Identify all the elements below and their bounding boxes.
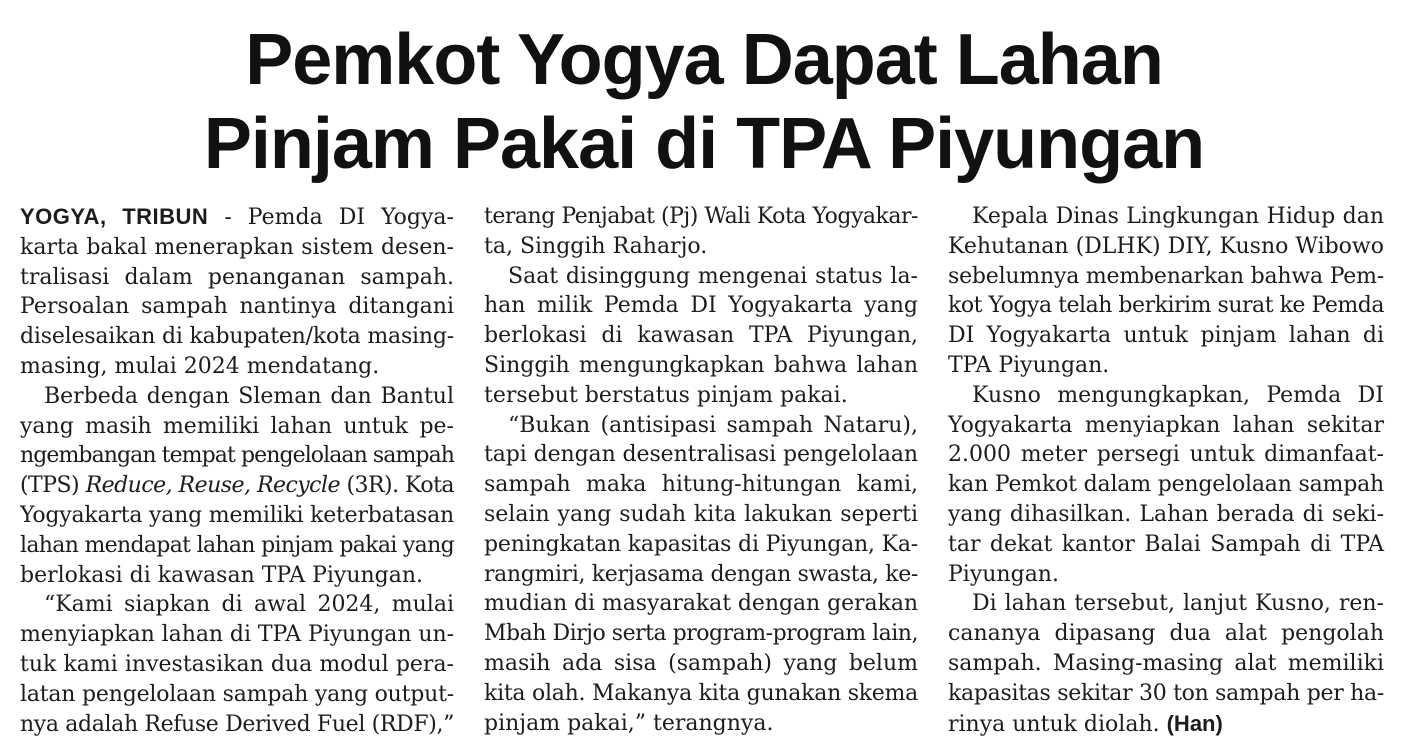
- text-segment: - Pemda DI Yogya-: [208, 205, 454, 230]
- text-segment: karta bakal menerapkan sistem desen-: [20, 234, 454, 260]
- italic-term: Reduce, Reuse, Recycle: [85, 473, 340, 499]
- article-line: [948, 321, 1384, 351]
- text-segment: tuk kami investasikan dua modul pera-: [20, 651, 454, 677]
- article-line: [484, 679, 918, 709]
- article-line: [20, 292, 454, 322]
- text-segment: DI Yogyakarta untuk pinjam lahan di: [948, 323, 1384, 349]
- headline-line-1: Pemkot Yogya Dapat Lahan: [245, 20, 1163, 100]
- text-segment: terang Penjabat (Pj) Wali Kota Yogyakar-: [484, 204, 918, 229]
- article-line: [948, 262, 1384, 292]
- article-line: [20, 382, 454, 412]
- text-segment: “Kami siapkan di awal 2024, mulai: [44, 592, 454, 618]
- article-line: [20, 561, 454, 591]
- text-segment: latan pengelolaan sampah yang output-: [20, 681, 454, 707]
- text-segment: peningkatan kapasitas di Piyungan, Ka-: [484, 531, 918, 557]
- article-line: [20, 322, 454, 352]
- text-segment: ngembangan tempat pengelolaan sampah: [20, 443, 454, 469]
- article-line: [948, 202, 1384, 232]
- article-line: [20, 471, 454, 501]
- article-line: [20, 650, 454, 680]
- article-line: [484, 232, 918, 262]
- article-line: [20, 680, 454, 710]
- article-line: [20, 710, 454, 740]
- article-line: [948, 530, 1384, 560]
- text-segment: sampah. Masing-masing alat memiliki: [948, 650, 1384, 676]
- text-segment: han milik Pemda DI Yogyakarta yang: [484, 293, 918, 319]
- text-segment: Piyungan.: [948, 561, 1059, 587]
- text-segment: tersebut berstatus pinjam pakai.: [484, 382, 848, 408]
- article-line: [20, 590, 454, 620]
- text-segment: Kusno mengungkapkan, Pemda DI: [972, 382, 1384, 408]
- article-line: [484, 709, 918, 739]
- article-line: [484, 619, 918, 649]
- text-segment: Yogyakarta yang memiliki keterbatasan: [20, 502, 454, 528]
- article-line: [948, 709, 1384, 740]
- text-segment: nya adalah Refuse Derived Fuel (RDF),”: [20, 711, 454, 737]
- text-segment: kita olah. Makanya kita gunakan skema: [484, 680, 918, 706]
- article-line: [948, 500, 1384, 530]
- article-line: [948, 589, 1384, 619]
- article-line: [484, 560, 918, 590]
- article-line: [948, 440, 1384, 470]
- article-column-1: [20, 202, 454, 739]
- article-line: [20, 263, 454, 293]
- article-line: [20, 441, 454, 471]
- text-segment: Mbah Dirjo serta program-program lain,: [484, 621, 918, 647]
- article-line: [484, 649, 918, 679]
- article-line: [948, 232, 1384, 262]
- article-line: [948, 470, 1384, 500]
- article-column-3: [948, 202, 1384, 739]
- article-line: [20, 531, 454, 561]
- text-segment: Berbeda dengan Sleman dan Bantul: [44, 383, 454, 409]
- text-segment: yang dihasilkan. Lahan berada di seki-: [948, 501, 1384, 527]
- article-line: [20, 233, 454, 263]
- text-segment: lahan mendapat lahan pinjam pakai yang: [20, 532, 454, 558]
- text-segment: 2.000 meter persegi untuk dimanfaat-: [948, 442, 1384, 468]
- article-line: [484, 470, 918, 500]
- text-segment: Persoalan sampah nantinya ditangani: [20, 294, 454, 320]
- article-line: [484, 500, 918, 530]
- article-line: [484, 530, 918, 560]
- article-line: [484, 202, 918, 232]
- text-segment: Saat disinggung mengenai status la-: [508, 263, 918, 289]
- article-line: [484, 589, 918, 619]
- text-segment: cananya dipasang dua alat pengolah: [948, 621, 1384, 647]
- article-line: [484, 262, 918, 292]
- article-line: [948, 560, 1384, 590]
- text-segment: (3R). Kota: [340, 473, 455, 499]
- text-segment: yang masih memiliki lahan untuk pe-: [20, 413, 454, 439]
- article-line: [20, 620, 454, 650]
- text-segment: kapasitas sekitar 30 ton sampah per ha-: [948, 680, 1384, 706]
- text-segment: rangmiri, kerjasama dengan swasta, ke-: [484, 561, 919, 587]
- text-segment: berlokasi di kawasan TPA Piyungan.: [20, 562, 424, 588]
- text-segment: Kepala Dinas Lingkungan Hidup dan: [972, 204, 1384, 229]
- article-line: [948, 679, 1384, 709]
- text-segment: tralisasi dalam penanganan sampah.: [20, 264, 454, 290]
- text-segment: menyiapkan lahan di TPA Piyungan un-: [20, 622, 454, 648]
- text-segment: “Bukan (antisipasi sampah Nataru),: [508, 412, 918, 438]
- article-line: [948, 291, 1384, 321]
- text-segment: sampah maka hitung-hitungan kami,: [484, 472, 918, 498]
- text-segment: kan Pemkot dalam pengelolaan sampah: [948, 472, 1384, 498]
- article-line: [484, 351, 918, 381]
- author-initials: (Han): [1166, 710, 1223, 736]
- article-line: [948, 649, 1384, 679]
- text-segment: Singgih mengungkapkan bahwa lahan: [484, 352, 918, 378]
- text-segment: (TPS): [20, 473, 86, 499]
- article-line: [948, 619, 1384, 649]
- text-segment: Di lahan tersebut, lanjut Kusno, ren-: [972, 591, 1384, 617]
- text-segment: berlokasi di kawasan TPA Piyungan,: [484, 323, 918, 349]
- article-line: [484, 291, 918, 321]
- text-segment: masing, mulai 2024 mendatang.: [20, 353, 380, 379]
- headline: [0, 18, 1408, 186]
- text-segment: sebelumnya membenarkan bahwa Pem-: [948, 263, 1384, 289]
- article-line: [20, 352, 454, 382]
- article-column-2: [484, 202, 918, 738]
- text-segment: ta, Singgih Raharjo.: [484, 233, 708, 259]
- article-line: [20, 202, 454, 233]
- article-line: [20, 501, 454, 531]
- text-segment: Kehutanan (DLHK) DIY, Kusno Wibowo: [948, 233, 1384, 259]
- text-segment: tar dekat kantor Balai Sampah di TPA: [948, 531, 1384, 557]
- text-segment: Yogyakarta menyiapkan lahan sekitar: [948, 412, 1384, 438]
- article-line: [484, 321, 918, 351]
- dateline: YOGYA, TRIBUN: [20, 204, 209, 229]
- text-segment: TPA Piyungan.: [948, 352, 1110, 378]
- text-segment: masih ada sisa (sampah) yang belum: [484, 650, 918, 676]
- text-segment: rinya untuk diolah.: [948, 711, 1167, 737]
- text-segment: selain yang sudah kita lakukan seperti: [484, 501, 918, 527]
- text-segment: mudian di masyarakat dengan gerakan: [484, 591, 918, 617]
- headline-line-2: Pinjam Pakai di TPA Piyungan: [203, 104, 1205, 184]
- text-segment: diselesaikan di kabupaten/kota masing-: [20, 324, 454, 350]
- article-line: [948, 381, 1384, 411]
- text-segment: pinjam pakai,” terangnya.: [484, 710, 774, 736]
- article-line: [484, 381, 918, 411]
- article-line: [20, 412, 454, 442]
- text-segment: kot Yogya telah berkirim surat ke Pemda: [948, 293, 1384, 319]
- article-line: [484, 411, 918, 441]
- article-line: [484, 440, 918, 470]
- article-line: [948, 351, 1384, 381]
- text-segment: tapi dengan desentralisasi pengelolaan: [484, 442, 918, 468]
- article-line: [948, 411, 1384, 441]
